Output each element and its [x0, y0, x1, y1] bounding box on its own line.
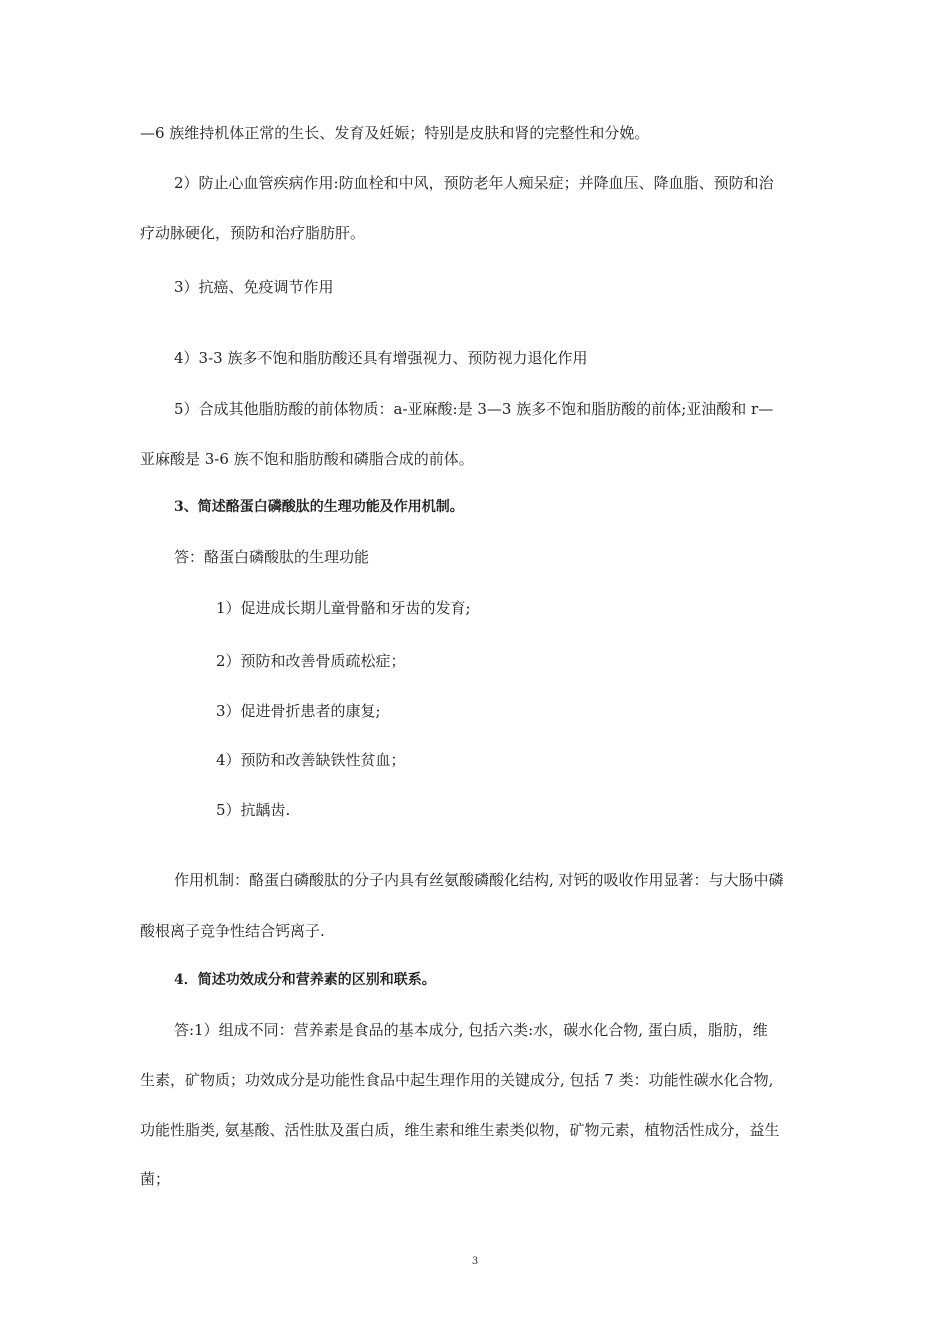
text-line: —6 族维持机体正常的生长、发育及妊娠；特别是皮肤和肾的完整性和分娩。 — [140, 124, 650, 142]
text-line: 功能性脂类, 氨基酸、活性肽及蛋白质，维生素和维生素类似物，矿物元素，植物活性成分，益生 — [140, 1121, 780, 1139]
text-line: 5）合成其他脂肪酸的前体物质：a-亚麻酸:是 3—3 族多不饱和脂肪酸的前体;亚油酸和 r— — [174, 400, 774, 418]
text-line: 菌； — [140, 1170, 171, 1188]
list-item: 5）抗龋齿. — [216, 801, 291, 819]
section-heading: 4．简述功效成分和营养素的区别和联系。 — [174, 972, 436, 988]
text-line: 生素，矿物质；功效成分是功能性食品中起生理作用的关键成分, 包括 7 类：功能性碳水化合物, — [140, 1071, 774, 1089]
page-number: 3 — [471, 1256, 479, 1267]
list-item: 4）预防和改善缺铁性贫血； — [216, 751, 406, 769]
text-line: 4）3-3 族多不饱和脂肪酸还具有增强视力、预防视力退化作用 — [174, 349, 588, 367]
list-item: 3）促进骨折患者的康复; — [216, 702, 381, 720]
list-item: 1）促进成长期儿童骨骼和牙齿的发育; — [216, 599, 471, 617]
text-line: 答：酪蛋白磷酸肽的生理功能 — [174, 548, 370, 566]
section-heading: 3、简述酪蛋白磷酸肽的生理功能及作用机制。 — [174, 499, 464, 515]
text-line: 疗动脉硬化，预防和治疗脂肪肝。 — [140, 224, 366, 242]
text-line: 2）防止心血管疾病作用:防血栓和中风，预防老年人痴呆症；并降血压、降血脂、预防和治 — [174, 174, 774, 192]
text-line: 作用机制：酪蛋白磷酸肽的分子内具有丝氨酸磷酸化结构, 对钙的吸收作用显著：与大肠中磷 — [174, 871, 784, 889]
list-item: 2）预防和改善骨质疏松症； — [216, 652, 406, 670]
text-line: 答:1）组成不同：营养素是食品的基本成分, 包括六类:水，碳水化合物, 蛋白质，脂肪，维 — [174, 1021, 768, 1039]
text-line: 3）抗癌、免疫调节作用 — [174, 278, 334, 296]
text-line: 酸根离子竞争性结合钙离子. — [140, 922, 325, 940]
text-line: 亚麻酸是 3-6 族不饱和脂肪酸和磷脂合成的前体。 — [140, 450, 474, 468]
